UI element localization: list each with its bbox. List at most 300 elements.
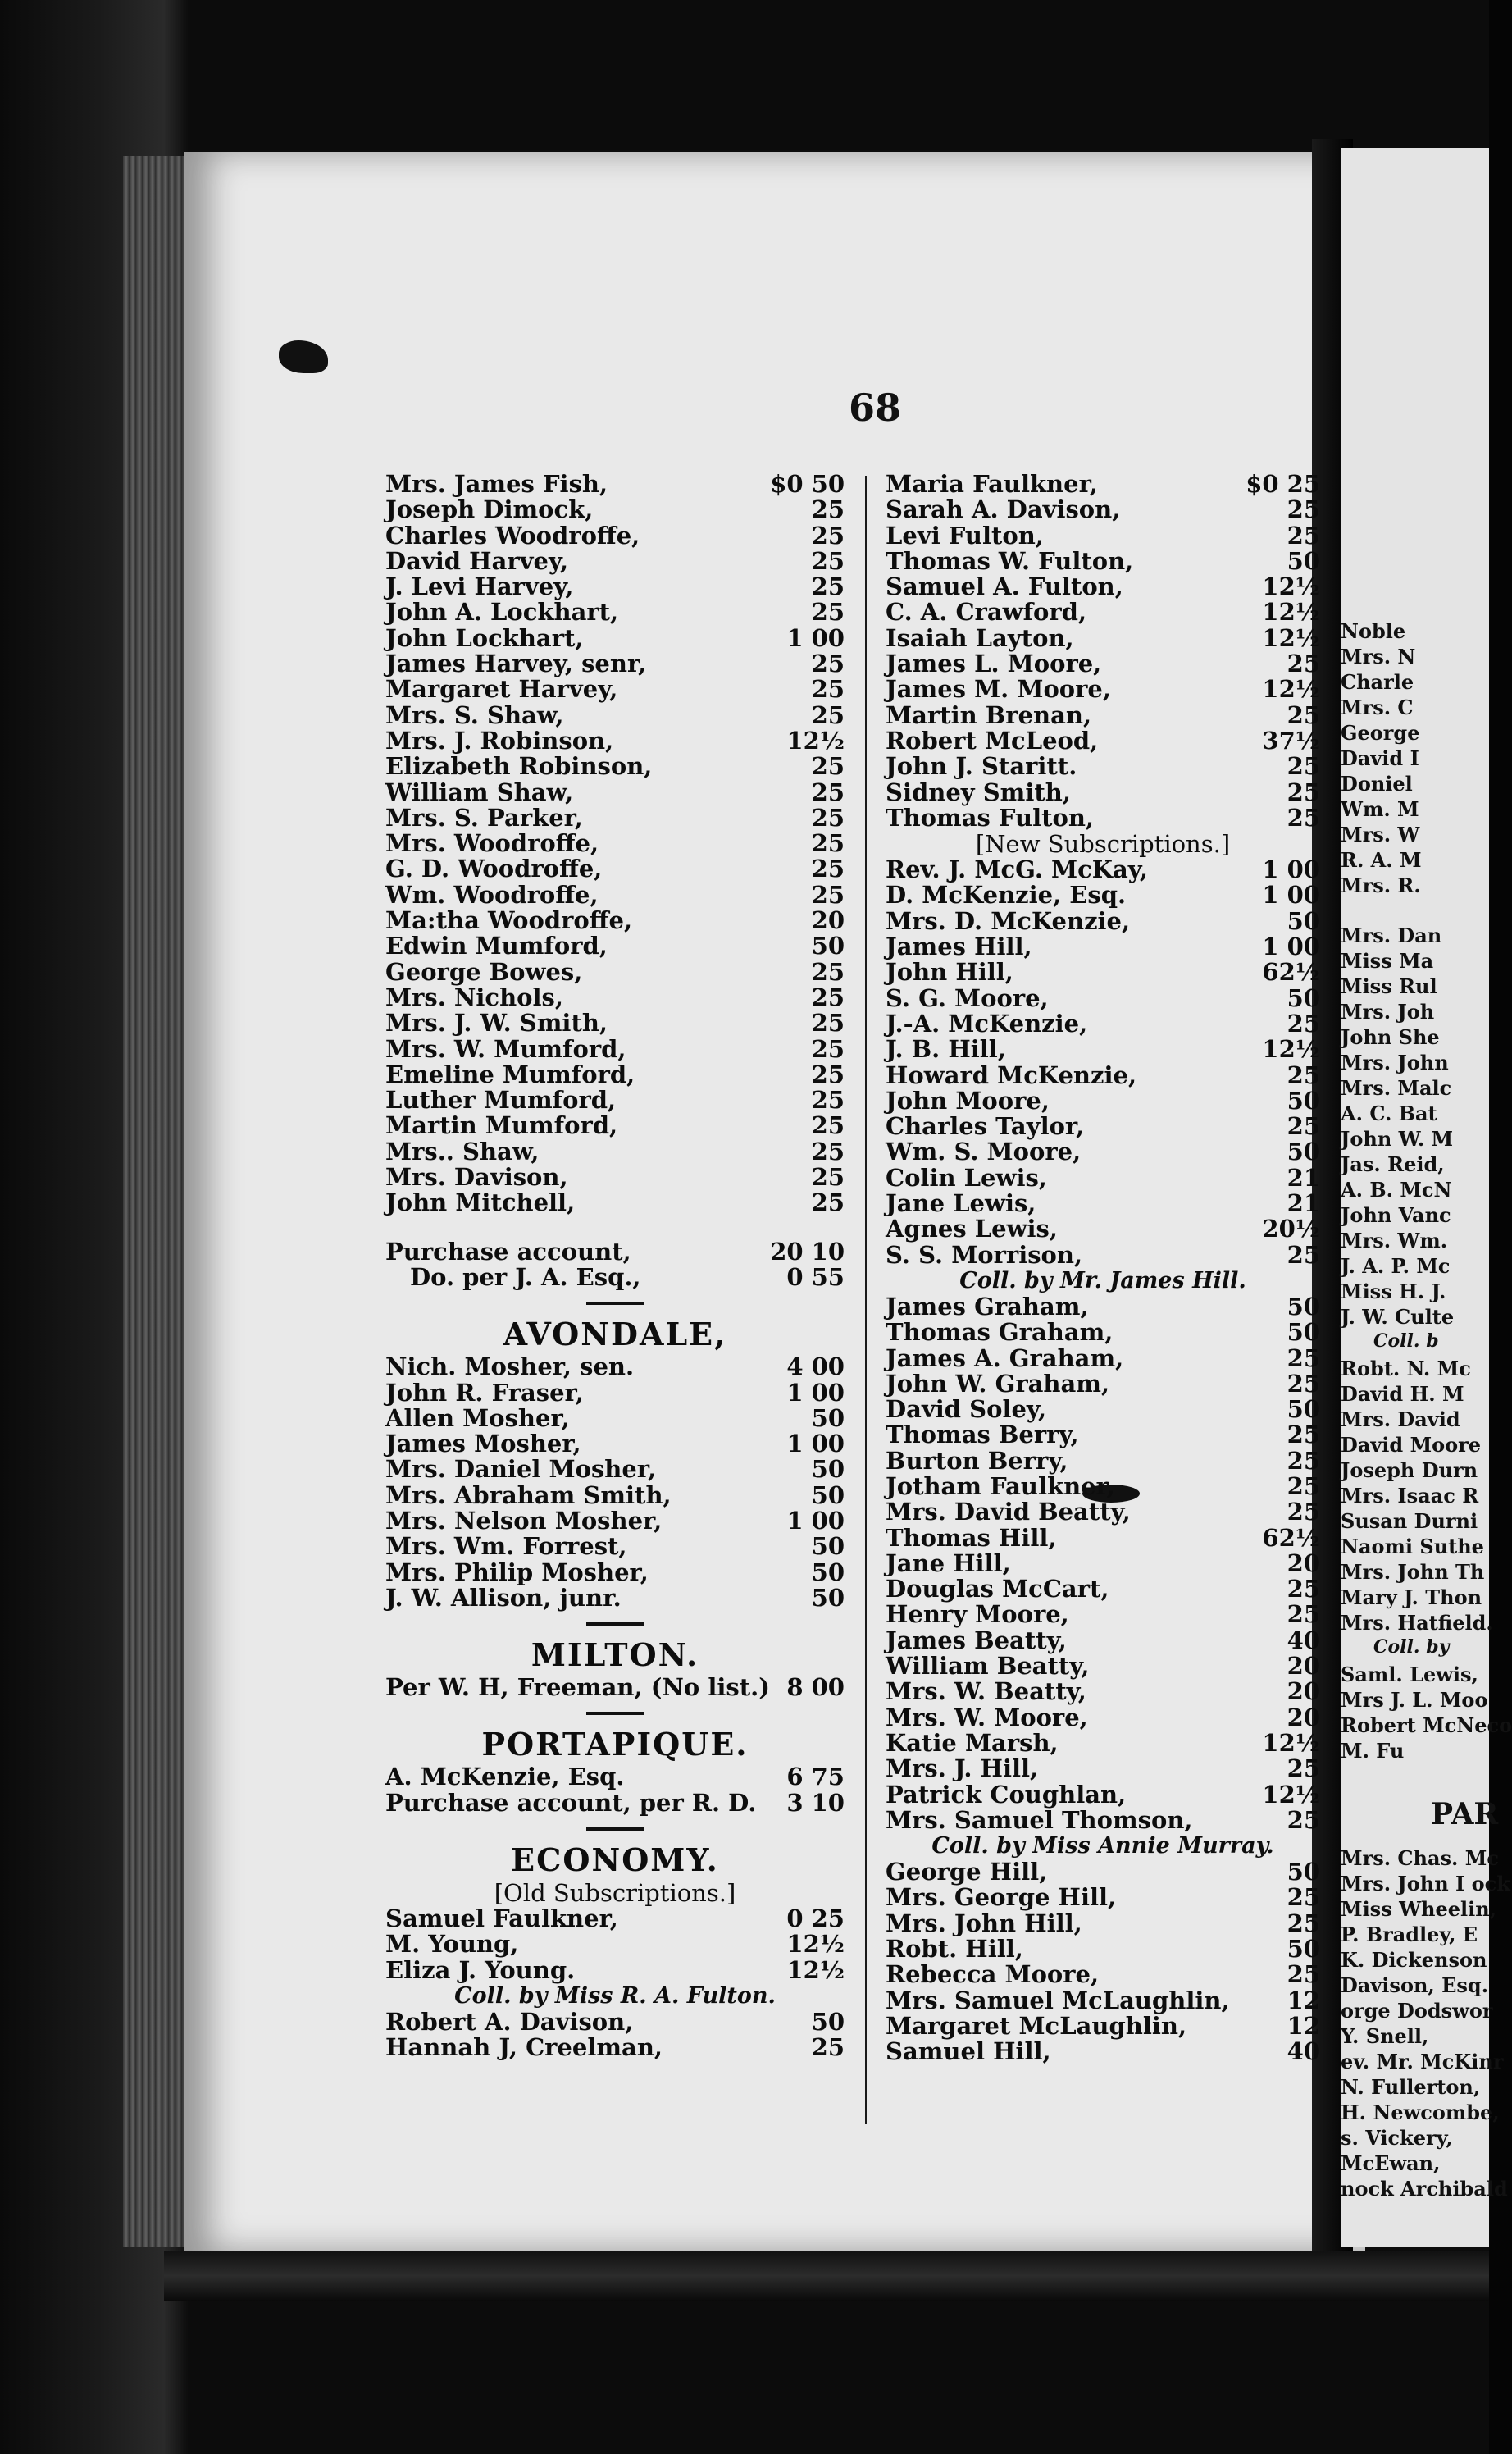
fragment-line: K. Dickenson: [1341, 1948, 1487, 1972]
list-item: [886, 1885, 1320, 1910]
subscriber-name: Mrs. J. Hill,: [886, 1754, 1039, 1783]
list-item: [385, 472, 845, 497]
list-item: [385, 933, 845, 959]
subscriber-name: Hannah J, Creelman,: [385, 2033, 663, 2062]
list-item: [385, 1034, 845, 1063]
list-item: [886, 1653, 1320, 1679]
milton-heading: MILTON.: [531, 1636, 699, 1674]
subscription-amount: 25: [811, 855, 845, 883]
fragment-coll: Coll. b: [1373, 1330, 1439, 1352]
new-subscriptions-note: [New Subscriptions.]: [975, 830, 1231, 859]
subscription-amount: 25: [811, 1188, 845, 1217]
subscription-amount: 25: [1287, 752, 1320, 781]
subscription-amount: 50: [811, 2007, 845, 2036]
subscription-amount: 12½: [1262, 1780, 1320, 1809]
fragment-line: Miss Ma: [1341, 949, 1434, 973]
subscription-amount: $0 50: [770, 470, 845, 498]
list-item: [886, 1471, 1320, 1500]
subscription-amount: 25: [811, 700, 845, 729]
fragment-line: Miss Rul: [1341, 974, 1437, 998]
subscription-amount: 0 25: [786, 1904, 845, 1933]
list-item: [886, 1294, 1320, 1320]
coll1-list: [886, 1294, 1320, 1833]
fragment-line: s. Vickery,: [1341, 2126, 1453, 2150]
subscription-amount: 25: [1287, 1471, 1320, 1500]
column-divider: [865, 476, 867, 2124]
subscription-amount: 50: [1287, 1086, 1320, 1115]
subscriber-name: Mrs. J. Robinson,: [385, 726, 614, 755]
subscription-amount: 25: [811, 521, 845, 550]
list-item: [385, 728, 845, 754]
subscription-amount: 25: [811, 572, 845, 601]
subscriber-name: John J. Staritt.: [886, 752, 1077, 781]
list-item: [385, 2035, 845, 2060]
subscriber-name: Eliza J. Young.: [385, 1955, 576, 1984]
list-item: [886, 1628, 1320, 1653]
subscriber-name: Sidney Smith,: [886, 778, 1071, 806]
subscriber-name: J. W. Allison, junr.: [385, 1583, 622, 1612]
subscription-amount: 25: [811, 495, 845, 524]
subscription-amount: $0 25: [1246, 470, 1320, 498]
subscriber-name: John Mitchell,: [385, 1188, 576, 1217]
subscriber-name: Robert McLeod,: [886, 726, 1099, 755]
subscriber-name: S. G. Moore,: [886, 983, 1049, 1012]
subscriber-name: M. Young,: [385, 1930, 519, 1959]
right-column: [886, 472, 1320, 2065]
fragment-line: Mrs. N: [1341, 645, 1416, 668]
subscriber-name: Do. per J. A. Esq.,: [410, 1262, 641, 1291]
list-item: [385, 546, 845, 575]
list-item: [886, 623, 1320, 652]
subscription-amount: 25: [811, 1060, 845, 1088]
fragment-heading: PAR: [1431, 1797, 1499, 1831]
subscriber-name: John A. Lockhart,: [385, 598, 619, 627]
subscription-amount: 62½: [1262, 958, 1320, 987]
fragment-line: Mrs. John Th: [1341, 1560, 1485, 1584]
subscription-amount: 25: [811, 1034, 845, 1063]
fragment-line: Joseph Durn: [1341, 1458, 1478, 1482]
list-item: [886, 497, 1320, 522]
subscriber-name: Mrs. Philip Mosher,: [385, 1558, 649, 1586]
subscription-amount: 12: [1287, 2011, 1320, 2040]
list-item: [886, 1576, 1320, 1602]
fragment-line: Saml. Lewis,: [1341, 1663, 1478, 1686]
subscriber-name: Samuel Hill,: [886, 2037, 1051, 2066]
list-item: [886, 983, 1320, 1012]
list-item: [385, 1906, 845, 1932]
subscription-amount: 40: [1287, 1626, 1320, 1654]
section-rule: [385, 1611, 845, 1635]
subscriber-name: S. S. Morrison,: [886, 1240, 1083, 1269]
subscriber-name: Mrs. Abraham Smith,: [385, 1480, 672, 1509]
subscriber-name: Wm. S. Moore,: [886, 1138, 1082, 1166]
list-item: [886, 1551, 1320, 1576]
subscriber-name: Jane Lewis,: [886, 1189, 1036, 1218]
subscriber-name: Per W. H, Freeman, (No list.): [385, 1673, 770, 1702]
list-item: [886, 677, 1320, 702]
subscription-amount: 25: [1287, 495, 1320, 524]
subscriber-name: Maria Faulkner,: [886, 470, 1098, 498]
spacer: [385, 1216, 845, 1239]
section-rule: [385, 1700, 845, 1725]
subscriber-name: Martin Brenan,: [886, 700, 1092, 729]
list-item: [886, 1240, 1320, 1269]
fragment-line: Mary J. Thon: [1341, 1585, 1482, 1609]
subscription-amount: 50: [811, 1558, 845, 1586]
subscriber-name: Thomas Hill,: [886, 1523, 1057, 1552]
list-item: [886, 472, 1320, 497]
subscriber-name: Mrs. Davison,: [385, 1163, 568, 1192]
subscription-amount: 50: [1287, 1935, 1320, 1964]
portapique-list: [385, 1764, 845, 1816]
main-list: [385, 472, 845, 1216]
subscription-amount: 25: [1287, 1960, 1320, 1989]
subscription-amount: 20: [1287, 1549, 1320, 1577]
fragment-line: Mrs. John I ock: [1341, 1872, 1510, 1895]
subscriber-name: George Bowes,: [385, 957, 583, 986]
list-item: [886, 600, 1320, 625]
fragment-line: John W. M: [1341, 1127, 1454, 1151]
subscription-amount: 25: [811, 778, 845, 806]
fragment-line: Miss Wheelin,: [1341, 1897, 1497, 1921]
milton-list: [385, 1675, 845, 1700]
subscriber-name: James L. Moore,: [886, 650, 1102, 678]
fragment-coll: Coll. by: [1373, 1636, 1450, 1658]
subscriber-name: A. McKenzie, Esq.: [385, 1763, 625, 1791]
fragment-line: Miss H. J.: [1341, 1279, 1446, 1303]
subscriber-name: Jane Hill,: [886, 1549, 1011, 1577]
fragment-line: Mrs. Malc: [1341, 1076, 1452, 1100]
list-item: [886, 1988, 1320, 2014]
subscription-amount: 25: [811, 546, 845, 575]
list-item: [886, 857, 1320, 883]
list-item: [886, 1911, 1320, 1936]
subscriber-name: C. A. Crawford,: [886, 598, 1087, 627]
coll-james-hill: Coll. by Mr. James Hill.: [959, 1267, 1246, 1293]
subscriber-name: Mrs. John Hill,: [886, 1909, 1082, 1937]
fragment-line: Naomi Suthe: [1341, 1535, 1484, 1558]
list-item: [385, 957, 845, 986]
subscription-amount: 1 00: [786, 1430, 845, 1458]
subscription-amount: 25: [1287, 1575, 1320, 1603]
fragment-line: orge Dodswor: [1341, 1999, 1493, 2023]
fragment-line: H. Newcombe,: [1341, 2100, 1500, 2124]
fragment-line: John She: [1341, 1025, 1440, 1049]
left-column: [385, 472, 845, 2061]
list-item: [886, 1679, 1320, 1704]
list-item: [886, 1037, 1320, 1062]
subscription-amount: 12½: [1262, 623, 1320, 652]
list-item: [886, 1191, 1320, 1216]
list-item: [886, 805, 1320, 831]
economy-heading: ECONOMY.: [511, 1841, 719, 1879]
subscription-amount: 12½: [1262, 1728, 1320, 1757]
fragment-line: P. Bradley, E: [1341, 1923, 1478, 1946]
subscriber-name: Burton Berry,: [886, 1446, 1068, 1475]
list-item: [886, 728, 1320, 754]
subscriber-name: James Graham,: [886, 1292, 1089, 1321]
subscriber-name: Margaret Harvey,: [385, 675, 618, 704]
subscriber-name: Agnes Lewis,: [886, 1215, 1058, 1243]
subscription-amount: 12½: [1262, 1035, 1320, 1064]
fragment-line: Mrs. W: [1341, 823, 1420, 846]
fragment-line: David H. M: [1341, 1382, 1464, 1406]
list-item: [886, 1139, 1320, 1165]
subscription-amount: 25: [811, 1086, 845, 1115]
subscription-amount: 25: [811, 752, 845, 781]
subscriber-name: Mrs. David Beatty,: [886, 1498, 1131, 1526]
list-item: [385, 1062, 845, 1088]
subscription-amount: 21: [1287, 1189, 1320, 1218]
subscriber-name: Martin Mumford,: [385, 1111, 618, 1140]
list-item: [385, 600, 845, 625]
subscriber-name: Thomas Berry,: [886, 1421, 1079, 1449]
list-item: [886, 906, 1320, 935]
fragment-line: Mrs J. L. Moo: [1341, 1688, 1488, 1712]
subscription-amount: 6 75: [786, 1763, 845, 1791]
list-item: [886, 1371, 1320, 1397]
subscriber-name: Purchase account,: [385, 1237, 631, 1266]
list-item: [886, 1782, 1320, 1808]
avondale-heading: AVONDALE,: [503, 1316, 727, 1353]
list-item: [385, 1534, 845, 1559]
subscription-amount: 37½: [1262, 726, 1320, 755]
subscriber-name: Mrs. W. Moore,: [886, 1703, 1088, 1731]
subscription-amount: 1 00: [786, 1506, 845, 1535]
list-item: [886, 1320, 1320, 1345]
subscription-amount: 12½: [1262, 572, 1320, 601]
list-item: [886, 1063, 1320, 1088]
subscriber-name: Samuel A. Fulton,: [886, 572, 1123, 601]
list-item: [886, 1216, 1320, 1242]
list-item: [886, 883, 1320, 908]
subscription-amount: 25: [1287, 650, 1320, 678]
subscription-amount: 25: [811, 1137, 845, 1165]
list-item: [886, 754, 1320, 779]
fragment-line: David I: [1341, 746, 1419, 770]
subscriber-name: Howard McKenzie,: [886, 1061, 1137, 1089]
fragment-line: Robt. N. Mc: [1341, 1357, 1471, 1380]
list-item: [886, 1859, 1320, 1885]
subscriber-name: Rebecca Moore,: [886, 1960, 1100, 1989]
fragment-line: McEwan,: [1341, 2151, 1441, 2175]
list-item: [385, 1790, 845, 1816]
avondale-list: [385, 1354, 845, 1611]
subscriber-name: Charles Taylor,: [886, 1112, 1085, 1141]
fragment-line: Wm. M: [1341, 797, 1419, 821]
subscription-amount: 50: [811, 932, 845, 960]
fragment-line: Robert McNeco: [1341, 1713, 1512, 1737]
subscription-amount: 25: [1287, 1061, 1320, 1089]
list-item: [385, 2009, 845, 2035]
fragment-line: Mrs. David: [1341, 1407, 1460, 1431]
fragment-line: J. W. Culte: [1341, 1305, 1455, 1329]
list-item: [886, 1602, 1320, 1627]
subscriber-name: D. McKenzie, Esq.: [886, 881, 1127, 910]
subscription-amount: 62½: [1262, 1523, 1320, 1552]
subscriber-name: Mrs. W. Mumford,: [385, 1034, 626, 1063]
subscriber-name: James Beatty,: [886, 1626, 1067, 1654]
right-page: [1341, 148, 1512, 2247]
subscriber-name: J.-A. McKenzie,: [886, 1009, 1088, 1038]
subscriber-name: Edwin Mumford,: [385, 932, 608, 960]
list-item: [886, 1343, 1320, 1372]
fragment-line: Mrs. Dan: [1341, 924, 1442, 947]
subscriber-name: David Soley,: [886, 1395, 1047, 1424]
list-item: [385, 1932, 845, 1957]
subscription-amount: 50: [811, 1583, 845, 1612]
fragment-line: Susan Durni: [1341, 1509, 1478, 1533]
coll2-list: [886, 1859, 1320, 2064]
list-item: [385, 1560, 845, 1585]
fragment-line: J. A. P. Mc: [1341, 1254, 1451, 1278]
subscription-amount: 21: [1287, 1163, 1320, 1192]
subscriber-name: Mrs. D. McKenzie,: [886, 906, 1131, 935]
list-item: [385, 1239, 845, 1265]
subscription-amount: 25: [1287, 521, 1320, 550]
fragment-line: John Vanc: [1341, 1203, 1451, 1227]
subscription-amount: 25: [811, 1009, 845, 1038]
fragment-line: Mrs. Chas. Mc: [1341, 1846, 1499, 1870]
list-item: [385, 1190, 845, 1216]
subscription-amount: 1 00: [1262, 933, 1320, 961]
fragment-line: Y. Snell,: [1341, 2024, 1429, 2048]
list-item: [886, 651, 1320, 677]
subscription-amount: 1 00: [1262, 881, 1320, 910]
subscriber-name: John Hill,: [886, 958, 1013, 987]
list-item: [385, 1113, 845, 1138]
subscription-amount: 25: [811, 598, 845, 627]
subscription-amount: 50: [811, 1480, 845, 1509]
list-item: [385, 754, 845, 779]
list-item: [385, 1262, 845, 1291]
list-item: [385, 985, 845, 1010]
list-item: [886, 2011, 1320, 2040]
subscription-amount: 25: [1287, 1883, 1320, 1912]
subscription-amount: 20: [811, 906, 845, 935]
fragment-line: Mrs. Wm.: [1341, 1229, 1448, 1252]
subscription-amount: 50: [811, 1532, 845, 1561]
list-item: [385, 623, 845, 652]
subscriber-name: Henry Moore,: [886, 1600, 1069, 1629]
subscription-amount: 12½: [786, 1955, 845, 1984]
list-item: [385, 1165, 845, 1190]
list-item: [385, 574, 845, 600]
subscription-amount: 50: [811, 1455, 845, 1484]
subscriber-name: Douglas McCart,: [886, 1575, 1109, 1603]
fragment-line: A. C. Bat: [1341, 1102, 1437, 1125]
list-item: [385, 1354, 845, 1380]
subscription-amount: 25: [1287, 700, 1320, 729]
list-item: [385, 1010, 845, 1036]
subscriber-name: Levi Fulton,: [886, 521, 1044, 550]
subscriber-name: Mrs. Nelson Mosher,: [385, 1506, 663, 1535]
subscriber-name: Mrs. Samuel McLaughlin,: [886, 1986, 1230, 2014]
subscription-amount: 50: [1287, 1395, 1320, 1424]
portapique-heading: PORTAPIQUE.: [481, 1726, 749, 1763]
fragment-line: Doniel: [1341, 772, 1413, 796]
subscriber-name: Patrick Coughlan,: [886, 1780, 1127, 1809]
subscriber-name: Thomas Graham,: [886, 1318, 1114, 1347]
subscriber-name: Mrs. James Fish,: [385, 470, 608, 498]
economy-coll-list: [385, 2009, 845, 2061]
subscriber-name: Sarah A. Davison,: [886, 495, 1121, 524]
subscription-amount: 25: [1287, 778, 1320, 806]
fragment-line: R. A. M: [1341, 848, 1422, 872]
subscription-amount: 20: [1287, 1677, 1320, 1706]
subscription-amount: 25: [1287, 1446, 1320, 1475]
list-item: [886, 574, 1320, 600]
fragment-line: Mrs. C: [1341, 696, 1414, 719]
list-item: [385, 831, 845, 856]
section-rule: [385, 1816, 845, 1840]
list-item: [886, 2039, 1320, 2064]
list-item: [385, 1675, 845, 1700]
subscriber-name: Isaiah Layton,: [886, 623, 1074, 652]
subscription-amount: 25: [811, 829, 845, 858]
list-item: [385, 1457, 845, 1482]
list-item: [886, 1011, 1320, 1037]
list-item: [886, 523, 1320, 549]
subscriber-name: Mrs. W. Beatty,: [886, 1677, 1086, 1706]
list-item: [385, 805, 845, 831]
subscriber-name: Colin Lewis,: [886, 1163, 1047, 1192]
subscription-amount: 25: [811, 1163, 845, 1192]
subscriber-name: James Hill,: [886, 933, 1032, 961]
subscriber-name: Joseph Dimock,: [385, 495, 594, 524]
subscription-amount: 25: [811, 880, 845, 909]
subscriber-name: Katie Marsh,: [886, 1728, 1059, 1757]
subscriber-name: William Beatty,: [886, 1652, 1090, 1681]
subscription-amount: 25: [1287, 1240, 1320, 1269]
subscription-amount: 3 10: [786, 1788, 845, 1817]
subscriber-name: John Moore,: [886, 1086, 1050, 1115]
list-item: [385, 523, 845, 549]
new-list: [886, 857, 1320, 1268]
subscriber-name: David Harvey,: [385, 546, 569, 575]
list-item: [886, 780, 1320, 805]
fragment-line: David Moore: [1341, 1433, 1482, 1457]
subscription-amount: 25: [1287, 1805, 1320, 1834]
subscriber-name: Mrs. S. Shaw,: [385, 700, 564, 729]
subscriber-name: Samuel Faulkner,: [385, 1904, 618, 1933]
fragment-line: Mrs. Joh: [1341, 1000, 1435, 1024]
subscription-amount: 25: [811, 2033, 845, 2062]
economy-list: [385, 1906, 845, 1983]
subscription-amount: 12: [1287, 1986, 1320, 2014]
subscriber-name: James M. Moore,: [886, 675, 1111, 704]
fragment-line: Mrs. John: [1341, 1051, 1449, 1074]
subscriber-name: Thomas Fulton,: [886, 803, 1095, 832]
subscription-amount: 8 00: [786, 1673, 845, 1702]
subscriber-name: G. D. Woodroffe,: [385, 855, 603, 883]
coll-annie-murray: Coll. by Miss Annie Murray.: [931, 1833, 1274, 1859]
subscription-amount: 25: [1287, 1600, 1320, 1629]
subscription-amount: 50: [1287, 546, 1320, 575]
subscription-amount: 1 00: [1262, 855, 1320, 884]
list-item: [385, 1088, 845, 1113]
subscriber-name: Emeline Mumford,: [385, 1060, 635, 1088]
subscriber-name: Mrs.. Shaw,: [385, 1137, 540, 1165]
subscriber-name: Wm. Woodroffe,: [385, 880, 599, 909]
list-item: [886, 1499, 1320, 1525]
subscriber-name: James Harvey, senr,: [385, 650, 647, 678]
subscription-amount: 4 00: [786, 1352, 845, 1381]
list-item: [385, 1480, 845, 1509]
list-item: [886, 1523, 1320, 1552]
list-item: [385, 780, 845, 805]
subscriber-name: Jotham Faulkner,: [886, 1471, 1115, 1500]
